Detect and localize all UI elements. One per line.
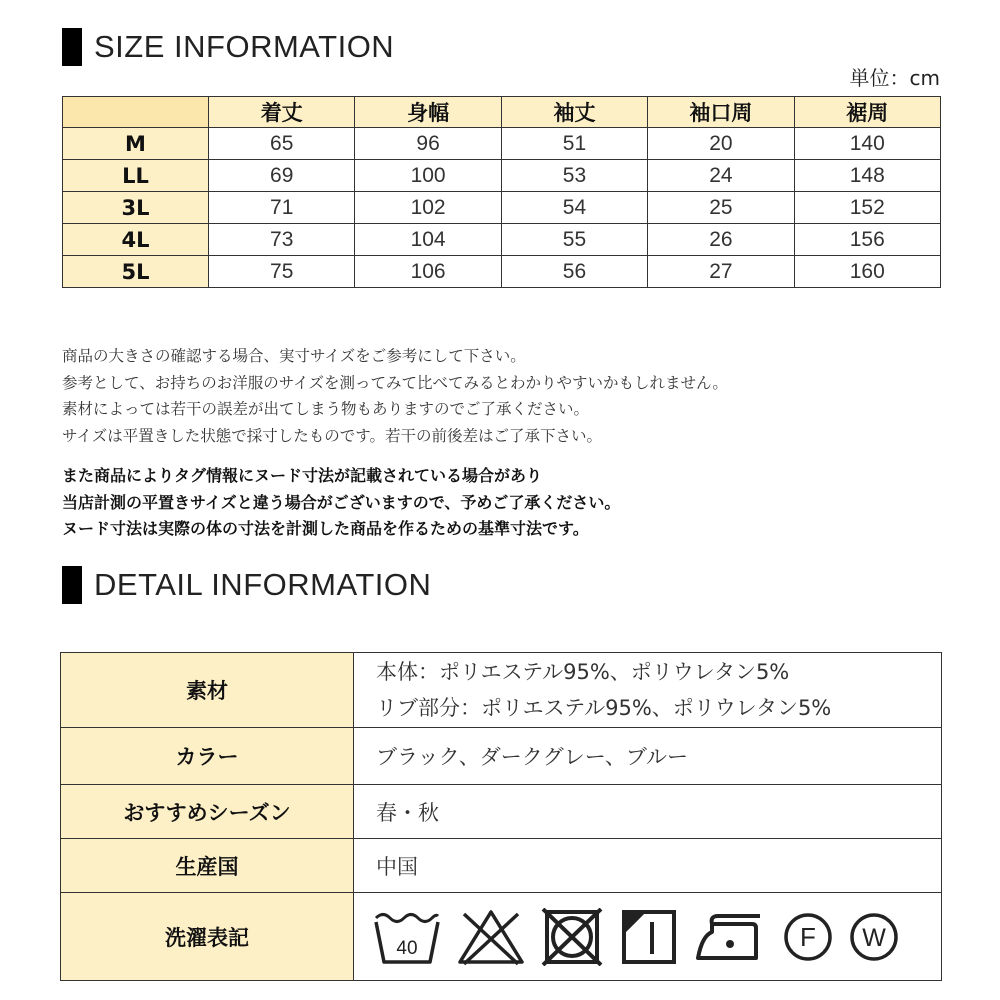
- size-cell: 148: [794, 160, 940, 192]
- size-cell: 104: [355, 224, 501, 256]
- size-cell: 140: [794, 128, 940, 160]
- size-section-heading: [62, 28, 394, 66]
- size-cell: 53: [501, 160, 647, 192]
- size-section-title: SIZE INFORMATION: [94, 29, 395, 64]
- note-line: サイズは平置きした状態で採寸したものです。若干の前後差はご了承下さい。: [62, 426, 603, 445]
- table-row: [63, 224, 941, 256]
- wet-clean-w-label: W: [862, 923, 886, 952]
- heading-bar: [62, 566, 82, 604]
- size-table: [62, 96, 941, 288]
- size-cell: 156: [794, 224, 940, 256]
- col-header: 身幅: [355, 97, 501, 128]
- size-label: LL: [63, 160, 209, 192]
- size-label: 4L: [63, 224, 209, 256]
- dry-clean-f-icon: [782, 908, 834, 966]
- detail-row-season: [61, 785, 942, 839]
- detail-table: [60, 652, 942, 981]
- country-value: 中国: [354, 839, 942, 893]
- no-tumble-dry-icon: [540, 908, 604, 966]
- size-notes: [62, 343, 728, 449]
- table-row: [63, 256, 941, 288]
- country-label: 生産国: [61, 839, 354, 893]
- wet-clean-w-icon: [848, 908, 900, 966]
- size-cell: 20: [648, 128, 794, 160]
- col-header: 袖丈: [501, 97, 647, 128]
- size-cell: 27: [648, 256, 794, 288]
- unit-label: 単位：cm: [849, 66, 940, 90]
- table-row: [63, 160, 941, 192]
- size-cell: 25: [648, 192, 794, 224]
- wash-40-icon: [372, 908, 442, 966]
- size-cell: 106: [355, 256, 501, 288]
- size-cell: 65: [209, 128, 355, 160]
- size-cell: 26: [648, 224, 794, 256]
- season-value: 春・秋: [354, 785, 942, 839]
- size-cell: 56: [501, 256, 647, 288]
- size-table-header: [63, 97, 941, 128]
- size-cell: 75: [209, 256, 355, 288]
- size-cell: 55: [501, 224, 647, 256]
- size-cell: 71: [209, 192, 355, 224]
- detail-row-material: [61, 653, 942, 728]
- size-label: M: [63, 128, 209, 160]
- note-line: 商品の大きさの確認する場合、実寸サイズをご参考にして下さい。: [62, 347, 526, 365]
- care-symbols: [354, 893, 942, 981]
- dry-clean-f-label: F: [800, 921, 816, 952]
- bold-note-line: 当店計測の平置きサイズと違う場合がございますので、予めご了承ください。: [62, 492, 621, 512]
- detail-section-heading: [62, 566, 431, 604]
- material-line: リブ部分：ポリエステル95%、ポリウレタン5%: [376, 696, 832, 720]
- care-label: 洗濯表記: [61, 893, 354, 981]
- col-header: 袖口周: [648, 97, 794, 128]
- size-cell: 100: [355, 160, 501, 192]
- nude-size-notes: [62, 463, 620, 543]
- detail-row-care: [61, 893, 942, 981]
- heading-bar: [62, 28, 82, 66]
- bold-note-line: ヌード寸法は実際の体の寸法を計測した商品を作るための基準寸法です。: [62, 519, 589, 538]
- no-bleach-icon: [456, 908, 526, 966]
- color-label: カラー: [61, 728, 354, 785]
- size-cell: 69: [209, 160, 355, 192]
- size-table-corner: [63, 97, 209, 128]
- col-header: 着丈: [209, 97, 355, 128]
- size-label: 5L: [63, 256, 209, 288]
- material-line: 本体：ポリエステル95%、ポリウレタン5%: [376, 660, 790, 684]
- table-row: [63, 128, 941, 160]
- size-cell: 102: [355, 192, 501, 224]
- detail-section-title: DETAIL INFORMATION: [94, 567, 432, 602]
- season-label: おすすめシーズン: [61, 785, 354, 839]
- wash-temp-label: 40: [396, 937, 418, 959]
- table-row: [63, 192, 941, 224]
- size-label: 3L: [63, 192, 209, 224]
- size-cell: 51: [501, 128, 647, 160]
- size-cell: 152: [794, 192, 940, 224]
- col-header: 裾周: [794, 97, 940, 128]
- size-cell: 96: [355, 128, 501, 160]
- note-line: 素材によっては若干の誤差が出てしまう物もありますのでご了承ください。: [62, 400, 590, 418]
- material-label: 素材: [61, 653, 354, 728]
- size-cell: 160: [794, 256, 940, 288]
- material-value: [354, 653, 942, 728]
- size-cell: 24: [648, 160, 794, 192]
- detail-row-color: [61, 728, 942, 785]
- note-line: 参考として、お持ちのお洋服のサイズを測ってみて比べてみるとわかりやすいかもしれません。: [62, 373, 728, 392]
- detail-row-country: [61, 839, 942, 893]
- line-dry-shade-icon: [618, 908, 680, 966]
- size-cell: 73: [209, 224, 355, 256]
- color-value: ブラック、ダークグレー、ブルー: [354, 728, 942, 785]
- size-cell: 54: [501, 192, 647, 224]
- bold-note-line: また商品によりタグ情報にヌード寸法が記載されている場合があり: [62, 466, 543, 485]
- iron-low-icon: [694, 908, 768, 966]
